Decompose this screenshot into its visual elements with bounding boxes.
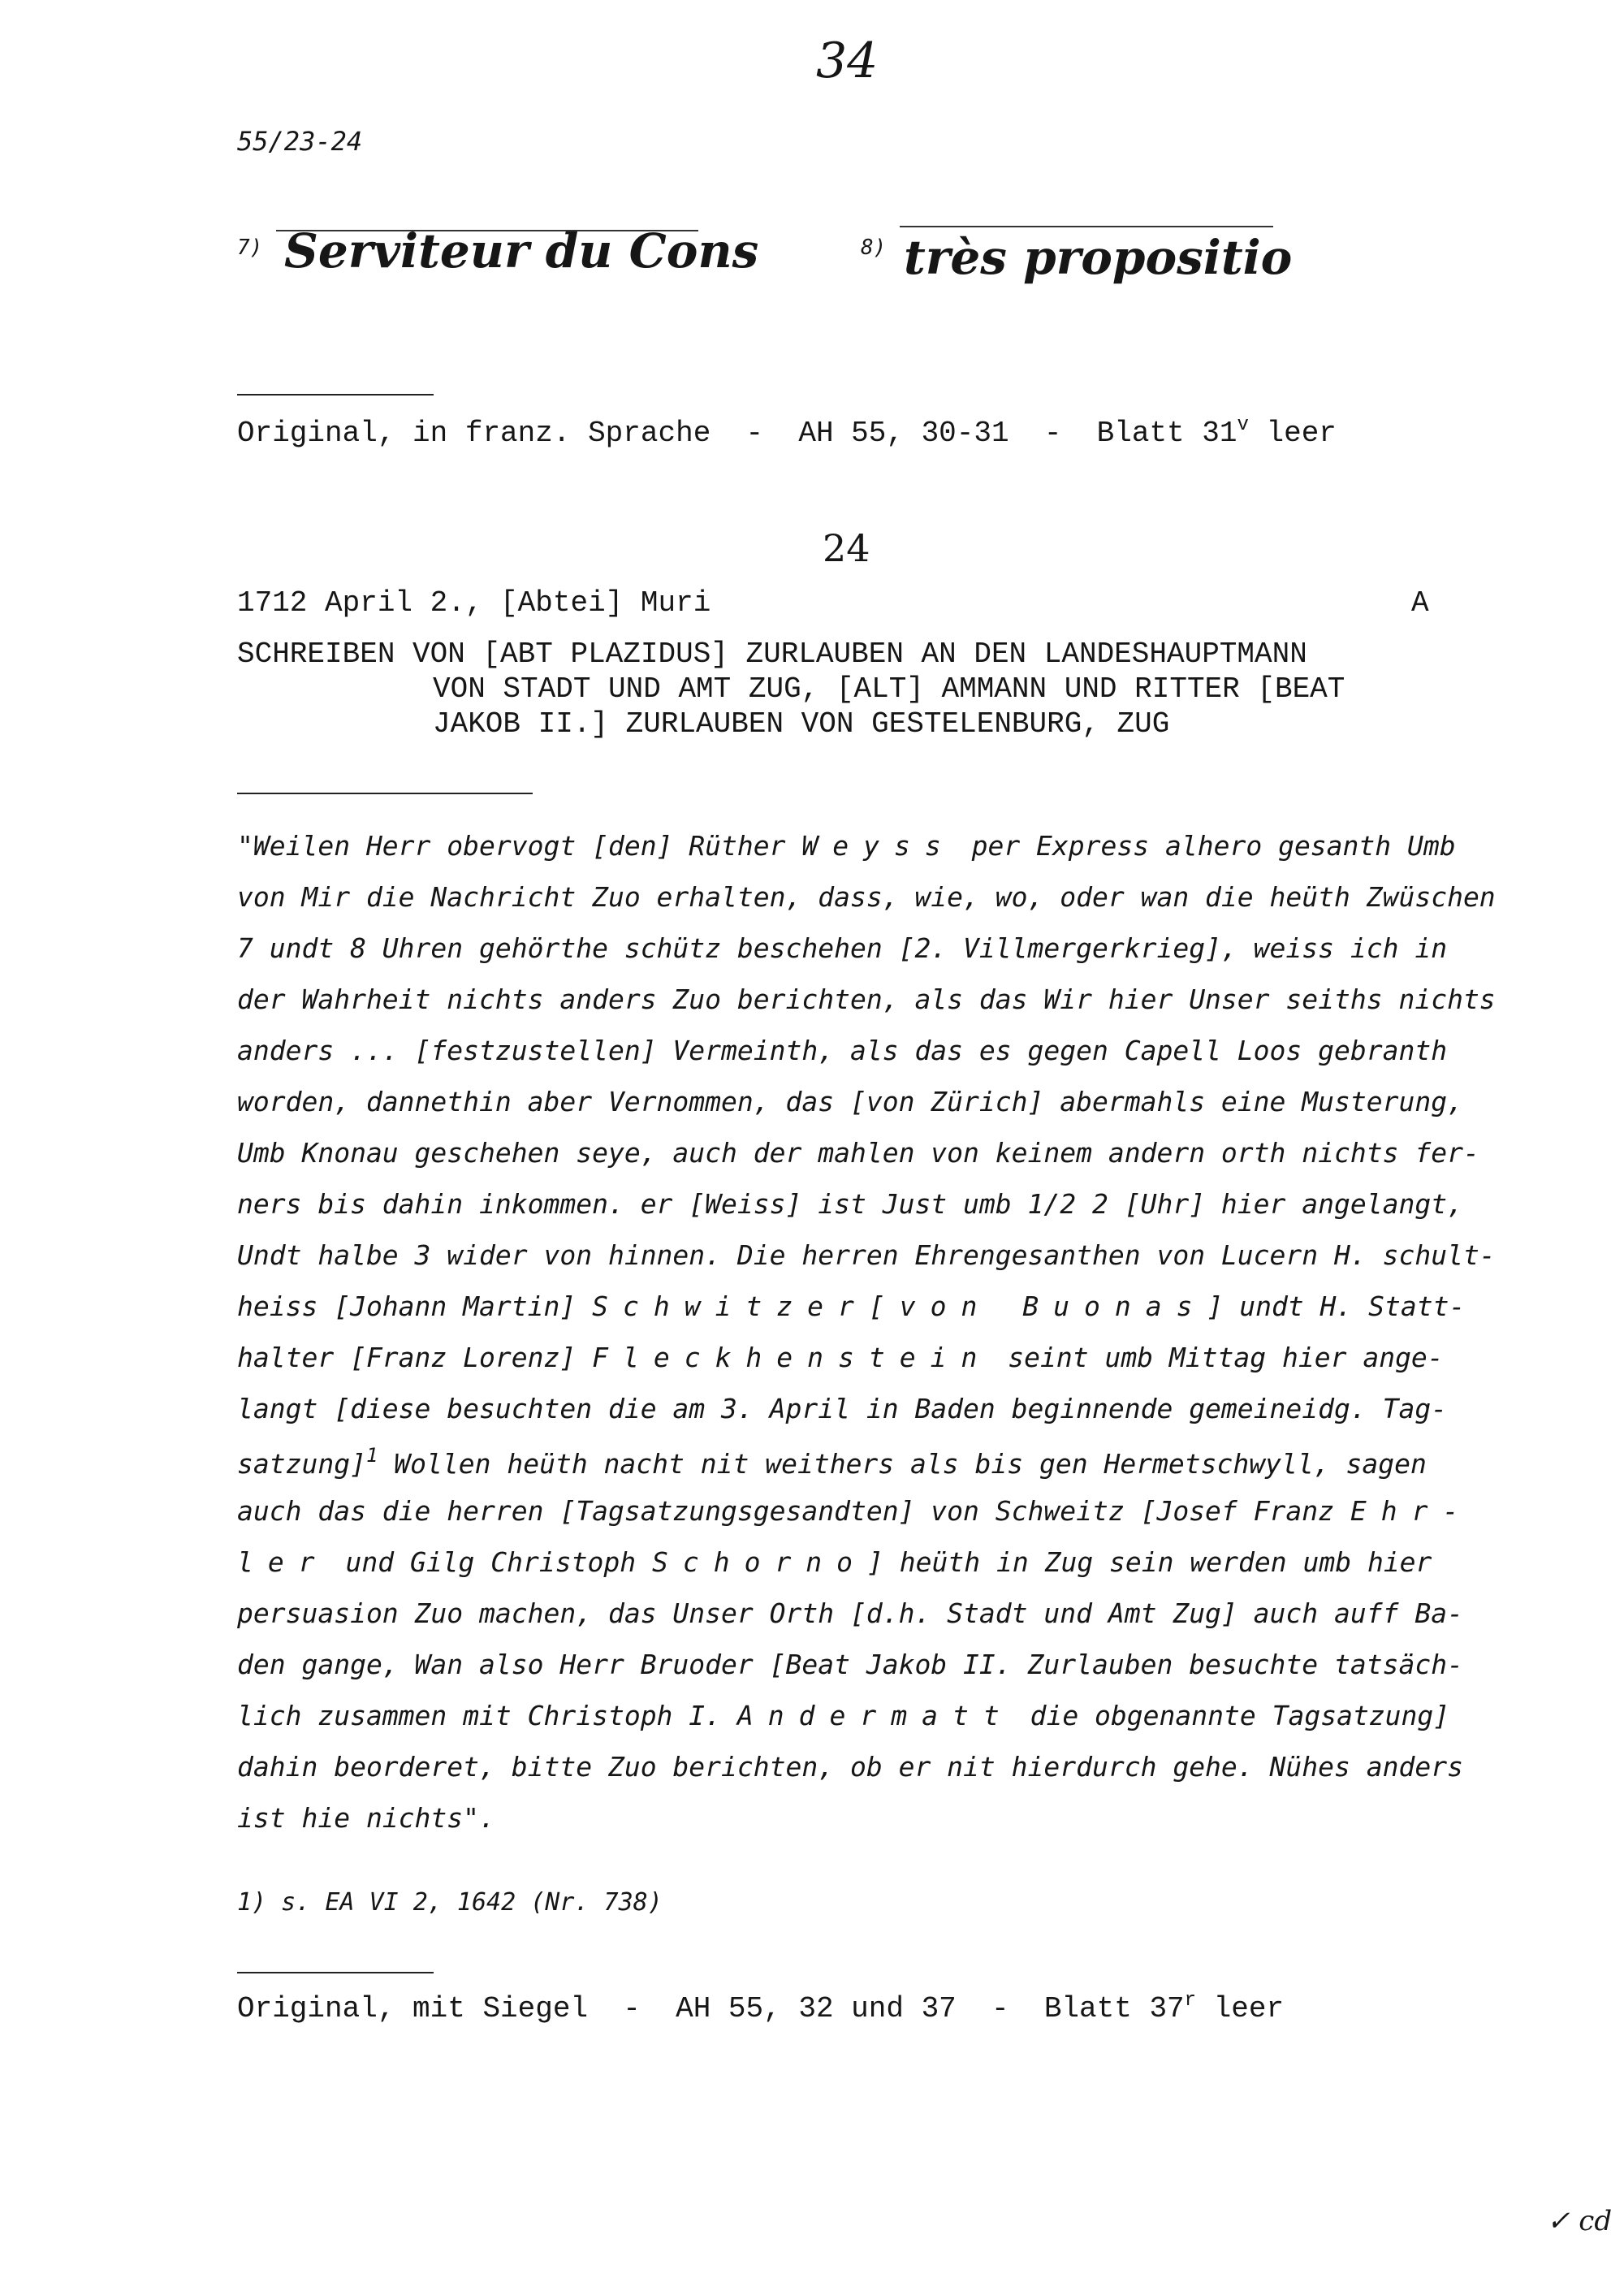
note-8-text: très propositio bbox=[904, 230, 1293, 285]
archive-reference: 55/23-24 bbox=[237, 126, 363, 157]
prev-dash-1: - bbox=[745, 417, 764, 450]
footnote: 1) s. EA VI 2, 1642 (Nr. 738) bbox=[237, 1888, 663, 1917]
body-text: "Weilen Herr obervogt [den] Rüther bbox=[237, 830, 802, 862]
name-spaced: Fleckhenstein bbox=[592, 1342, 992, 1373]
body-text: auch das die herren [Tagsatzungsgesandten] von Schweitz [Josef Franz bbox=[237, 1495, 1350, 1527]
body-line-4: der Wahrheit nichts anders Zuo berichten, als das Wir hier Unser seiths nichts bbox=[237, 983, 1496, 1015]
name-spaced: Ehr- bbox=[1350, 1495, 1474, 1527]
prev-leer: leer bbox=[1266, 417, 1337, 450]
body-line-10 bbox=[237, 1290, 1465, 1322]
body-line-16: persuasion Zuo machen, das Unser Orth [d.h. Stadt und Amt Zug] auch auff Ba- bbox=[237, 1597, 1463, 1629]
ah-reference: AH 55, 32 und 37 bbox=[676, 1992, 957, 2025]
date-place: 1712 April 2., [Abtei] Muri bbox=[237, 586, 711, 620]
blatt-sup: r bbox=[1184, 1990, 1197, 2012]
name-spaced: Schorno bbox=[651, 1546, 868, 1578]
leer: leer bbox=[1213, 1992, 1285, 2025]
source-line bbox=[237, 1990, 1284, 2025]
name-spaced: Andermatt bbox=[736, 1700, 1014, 1731]
corner-check-mark: ✓ cd bbox=[1547, 2205, 1613, 2237]
page-number: 34 bbox=[816, 32, 879, 89]
separator-rule bbox=[237, 793, 533, 794]
body-line-18 bbox=[237, 1700, 1449, 1731]
body-text: lich zusammen mit Christoph I. bbox=[237, 1700, 737, 1731]
body-line-8: ners bis dahin inkommen. er [Weiss] ist Just umb 1/2 2 [Uhr] hier angelangt, bbox=[237, 1188, 1463, 1220]
note-8-handwriting bbox=[900, 210, 1293, 299]
title-line-3: JAKOB II.] ZURLAUBEN VON GESTELENBURG, ZUG bbox=[433, 707, 1170, 741]
document-number: 24 bbox=[823, 526, 870, 570]
body-line-7: Umb Knonau geschehen seye, auch der mahlen von keinem andern orth nichts fer- bbox=[237, 1137, 1479, 1169]
source: Original, mit Siegel bbox=[237, 1992, 589, 2025]
body-line-6: worden, dannethin aber Vernommen, das [von Zürich] abermahls eine Musterung, bbox=[237, 1086, 1463, 1117]
body-text: seint umb Mittag hier ange- bbox=[991, 1342, 1444, 1373]
body-line-5: anders ... [festzustellen] Vermeinth, als das es gegen Capell Loos gebranth bbox=[237, 1035, 1448, 1066]
separator-rule bbox=[237, 394, 434, 396]
body-text: per Express alhero gesanth Umb bbox=[955, 830, 1456, 862]
body-text: die obgenannte Tagsatzung] bbox=[1013, 1700, 1450, 1731]
blatt: Blatt 37 bbox=[1043, 1992, 1185, 2025]
prev-blatt: Blatt 31 bbox=[1096, 417, 1237, 450]
body-text: und Gilg Christoph bbox=[329, 1546, 652, 1578]
document-type-letter: A bbox=[1411, 586, 1429, 620]
body-line-1 bbox=[237, 830, 1456, 862]
body-line-13 bbox=[237, 1444, 1427, 1480]
body-line-17: den gange, Wan also Herr Bruoder [Beat Jakob II. Zurlauben besuchte tatsäch- bbox=[237, 1649, 1463, 1680]
body-line-15 bbox=[237, 1546, 1432, 1578]
name-spaced: Weyss bbox=[801, 830, 956, 862]
name-spaced: Schwitzer bbox=[592, 1290, 869, 1322]
separator-rule bbox=[237, 1972, 434, 1973]
note-7-text: Serviteur du Cons bbox=[284, 223, 759, 279]
body-line-19: dahin beorderet, bitte Zuo berichten, ob er nit hierdurch gehe. Nühes anders bbox=[237, 1751, 1463, 1783]
prev-source-line bbox=[237, 414, 1337, 450]
note-7-handwriting bbox=[276, 207, 759, 288]
prev-dash-2: - bbox=[1043, 417, 1062, 450]
body-text: ] undt H. Statt- bbox=[1207, 1290, 1466, 1322]
title-line-2: VON STADT UND AMT ZUG, [ALT] AMMANN UND RITTER [BEAT bbox=[433, 672, 1345, 706]
body-text: ] heüth in Zug sein werden umb hier bbox=[867, 1546, 1432, 1578]
dash-2: - bbox=[991, 1992, 1009, 2025]
body-text: Wollen heüth nacht nit weithers als bis gen Hermetschwyll, sagen bbox=[378, 1448, 1427, 1480]
body-line-9: Undt halbe 3 wider von hinnen. Die herren Ehrengesanthen von Lucern H. schult- bbox=[237, 1239, 1496, 1271]
body-line-3: 7 undt 8 Uhren gehörthe schütz beschehen [2. Villmergerkrieg], weiss ich in bbox=[237, 932, 1448, 964]
footnote-marker: 1 bbox=[365, 1444, 378, 1467]
name-spaced: Buonas bbox=[1022, 1290, 1207, 1322]
note-7-number: 7) bbox=[237, 236, 263, 260]
body-line-14 bbox=[237, 1495, 1473, 1527]
body-line-12: langt [diese besuchten die am 3. April in Baden beginnende gemeineidg. Tag- bbox=[237, 1393, 1448, 1424]
name-spaced: [von bbox=[868, 1290, 1023, 1322]
body-text: halter [Franz Lorenz] bbox=[237, 1342, 593, 1373]
prev-ah: AH 55, 30-31 bbox=[798, 417, 1009, 450]
body-line-2: von Mir die Nachricht Zuo erhalten, dass, wie, wo, oder wan die heüth Zwüschen bbox=[237, 881, 1496, 913]
prev-blatt-sup: v bbox=[1237, 414, 1249, 436]
title-line-1: SCHREIBEN VON [ABT PLAZIDUS] ZURLAUBEN AN DEN LANDESHAUPTMANN bbox=[237, 638, 1307, 671]
body-text: heiss [Johann Martin] bbox=[237, 1290, 593, 1322]
body-line-20: ist hie nichts". bbox=[237, 1802, 495, 1834]
name-spaced: ler bbox=[237, 1546, 330, 1578]
note-8-number: 8) bbox=[861, 236, 887, 260]
body-line-11 bbox=[237, 1342, 1444, 1373]
body-text: satzung] bbox=[237, 1448, 366, 1480]
dash-1: - bbox=[623, 1992, 641, 2025]
prev-source: Original, in franz. Sprache bbox=[237, 417, 711, 450]
